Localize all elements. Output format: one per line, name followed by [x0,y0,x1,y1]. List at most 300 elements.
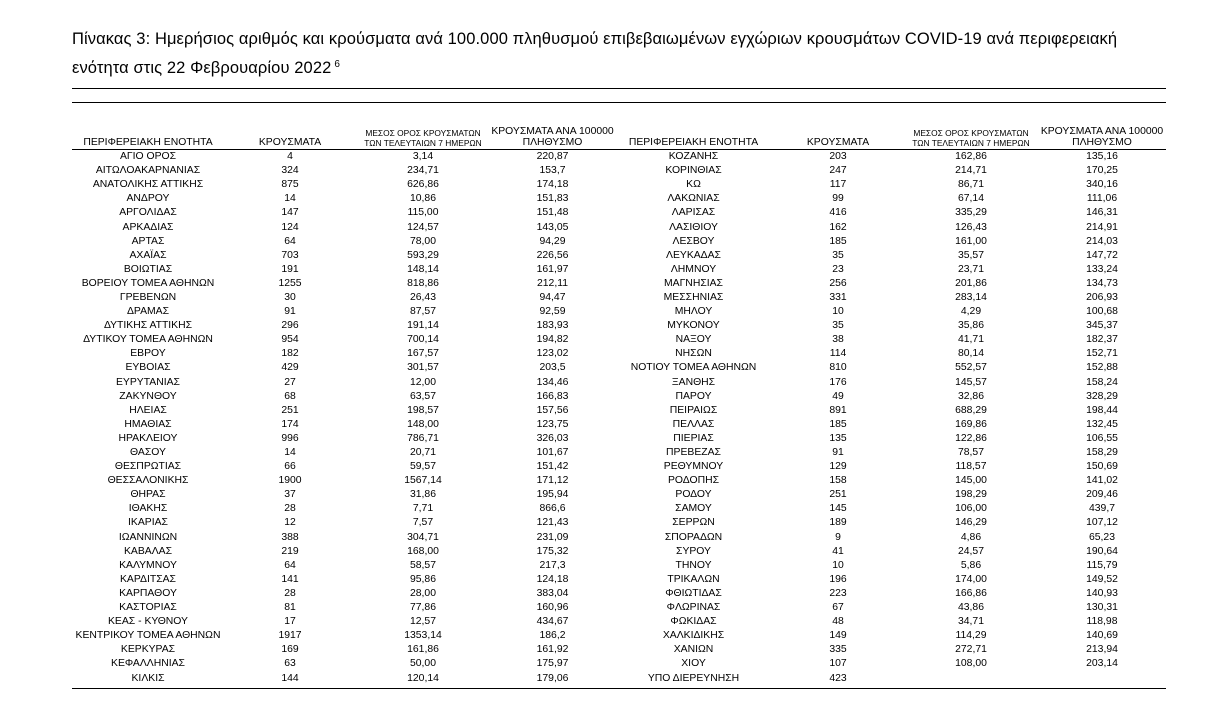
region-cell-right: ΡΟΔΟΠΗΣ [667,475,720,487]
region-cell-right: ΤΗΝΟΥ [675,559,712,571]
cases-cell-right: 67 [832,602,844,614]
region-cell-left: ΑΙΤΩΛΟΑΚΑΡΝΑΝΙΑΣ [95,165,201,177]
per100k-cell-right [1038,671,1166,685]
cases-cell-right: 162 [829,221,847,233]
cases-cell-right: 48 [832,616,844,628]
avg7-cell-right: 688,29 [955,404,987,416]
table-row [72,657,1166,671]
region-cell-left: ΗΛΕΙΑΣ [129,404,167,416]
cases-cell-right: 185 [829,235,847,247]
region-cell-left: ΑΓΙΟ ΟΡΟΣ [119,151,177,163]
cases-cell-left: 37 [284,489,296,501]
cases-cell-left: 4 [287,151,293,163]
per100k-cell-right: 130,31 [1086,602,1118,614]
table-row [72,361,1166,375]
per100k-cell-right: 328,29 [1086,390,1118,402]
per100k-cell-right: 65,23 [1088,531,1115,543]
cases-cell-left: 1917 [278,630,302,642]
table-row [72,516,1166,530]
avg7-cell-right: 198,29 [955,489,987,501]
table-row [72,178,1166,192]
per100k-cell-right: 115,79 [1086,559,1118,571]
covid-cases-table [72,126,1166,686]
avg7-cell-left: 148,14 [407,263,439,275]
table-row [72,390,1166,404]
header-cases-right: ΚΡΟΥΣΜΑΤΑ [772,126,904,150]
cases-cell-left: 141 [281,573,299,585]
avg7-cell-left: 31,86 [409,489,436,501]
region-cell-left: ΚΑΡΔΙΤΣΑΣ [120,573,176,585]
region-cell-right: ΧΑΛΚΙΔΙΚΗΣ [662,630,725,642]
region-cell-right: ΠΡΕΒΕΖΑΣ [666,447,721,459]
region-cell-right: ΠΕΙΡΑΙΩΣ [669,404,718,416]
region-cell-left: ΘΕΣΠΡΩΤΙΑΣ [114,461,182,473]
avg7-cell-right: 272,71 [955,644,987,656]
region-cell-left: ΑΡΚΑΔΙΑΣ [122,221,174,233]
cases-cell-left: 182 [281,348,299,360]
region-cell-left: ΑΧΑΪΑΣ [129,249,167,261]
region-cell-right: ΠΙΕΡΙΑΣ [673,432,714,444]
header-avg7-left: ΜΕΣΟΣ ΟΡΟΣ ΚΡΟΥΣΜΑΤΩΝ ΤΩΝ ΤΕΛΕΥΤΑΙΩΝ 7 ΗΜΕΡΩΝ [356,126,490,150]
region-cell-left: ΙΩΑΝΝΙΝΩΝ [118,531,178,543]
region-cell-right: ΣΑΜΟΥ [675,503,712,515]
per100k-cell-right: 147,72 [1086,249,1118,261]
per100k-cell-right: 118,98 [1086,616,1118,628]
avg7-cell-right: 145,00 [955,475,987,487]
avg7-cell-left: 12,00 [409,376,436,388]
cases-cell-right: 416 [829,207,847,219]
per100k-cell-left: 175,97 [536,658,569,670]
region-cell-left: ΕΒΡΟΥ [130,348,166,360]
per100k-cell-left: 161,97 [536,263,569,275]
avg7-cell-left: 198,57 [407,404,439,416]
per100k-cell-left: 101,67 [536,447,569,459]
table-row [72,545,1166,559]
region-cell-right: ΚΩ [686,179,701,191]
cases-cell-right: 9 [835,531,841,543]
avg7-cell-right: 145,57 [955,376,987,388]
avg7-cell-left: 7,57 [412,517,434,529]
avg7-cell-left: 10,86 [409,193,436,205]
region-cell-right: ΜΕΣΣΗΝΙΑΣ [663,291,724,303]
avg7-cell-left: 20,71 [409,447,436,459]
per100k-cell-right: 149,52 [1086,573,1118,585]
avg7-cell-left: 191,14 [407,320,439,332]
region-cell-right: ΠΕΛΛΑΣ [672,418,715,430]
header-per100k-right: ΚΡΟΥΣΜΑΤΑ ΑΝΑ 100000 ΠΛΗΘΥΣΜΟ [1038,126,1166,150]
cases-cell-left: 144 [281,672,299,684]
cases-cell-right: 114 [829,348,847,360]
table-row [72,206,1166,220]
avg7-cell-right: 169,86 [955,418,987,430]
avg7-cell-left: 626,86 [407,179,439,191]
per100k-cell-left: 134,46 [536,376,569,388]
region-cell-left: ΚΕΑΣ - ΚΥΘΝΟΥ [108,616,188,628]
avg7-cell-left: 818,86 [407,277,439,289]
cases-cell-left: 388 [281,531,299,543]
avg7-cell-right: 122,86 [955,432,987,444]
per100k-cell-left: 94,29 [539,235,566,247]
avg7-cell-left: 50,00 [409,658,436,670]
table-row [72,559,1166,573]
avg7-cell-right: 32,86 [957,390,984,402]
cases-cell-right: 10 [832,559,844,571]
per100k-cell-left: 186,2 [539,630,566,642]
cases-cell-right: 35 [832,320,844,332]
cases-cell-left: 251 [281,404,299,416]
avg7-cell-right: 118,57 [955,461,987,473]
table-row [72,587,1166,601]
region-cell-left: ΑΝΔΡΟΥ [126,193,170,205]
cases-cell-right: 107 [829,658,847,670]
region-cell-left: ΔΥΤΙΚΟΥ ΤΟΜΕΑ ΑΘΗΝΩΝ [83,334,213,346]
cases-cell-left: 64 [284,559,296,571]
region-cell-left: ΚΑΡΠΑΘΟΥ [119,587,177,599]
cases-cell-left: 954 [281,334,299,346]
cases-cell-right: 810 [829,362,847,374]
per100k-cell-right: 345,37 [1086,320,1118,332]
avg7-cell-left: 77,86 [409,602,436,614]
region-cell-left: ΑΡΤΑΣ [131,235,165,247]
per100k-cell-right: 150,69 [1086,461,1118,473]
cases-cell-right: 247 [829,165,847,177]
avg7-cell-left: 161,86 [407,644,439,656]
avg7-cell-left: 63,57 [409,390,436,402]
table-row [72,446,1166,460]
table-body [72,150,1166,686]
region-cell-right: ΝΗΣΩΝ [675,348,712,360]
region-cell-right: ΦΛΩΡΙΝΑΣ [666,602,721,614]
avg7-cell-left: 115,00 [407,207,439,219]
per100k-cell-left: 151,83 [536,193,569,205]
region-cell-right: ΜΗΛΟΥ [674,306,713,318]
per100k-cell-left: 171,12 [536,475,569,487]
per100k-cell-left: 383,04 [536,587,569,599]
cases-cell-right: 158 [829,475,847,487]
per100k-cell-right: 214,03 [1086,235,1118,247]
cases-cell-left: 14 [284,193,296,205]
per100k-cell-left: 174,18 [536,179,569,191]
cases-cell-left: 1900 [278,475,302,487]
avg7-cell-left: 1353,14 [404,630,442,642]
avg7-cell-left: 1567,14 [404,475,442,487]
per100k-cell-left: 195,94 [536,489,569,501]
avg7-cell-right: 166,86 [955,587,987,599]
table-row [72,220,1166,234]
per100k-cell-left: 866,6 [539,503,566,515]
table-row [72,150,1166,165]
avg7-cell-right: 5,86 [960,559,982,571]
region-cell-left: ΚΕΝΤΡΙΚΟΥ ΤΟΜΕΑ ΑΘΗΝΩΝ [75,630,221,642]
region-cell-left: ΑΝΑΤΟΛΙΚΗΣ ΑΤΤΙΚΗΣ [92,179,204,191]
region-cell-left: ΘΕΣΣΑΛΟΝΙΚΗΣ [107,475,189,487]
header-region-right: ΠΕΡΙΦΕΡΕΙΑΚΗ ΕΝΟΤΗΤΑ [615,126,772,150]
avg7-cell-left: 26,43 [409,291,436,303]
cases-cell-left: 324 [281,165,299,177]
region-cell-left: ΓΡΕΒΕΝΩΝ [119,291,177,303]
cases-cell-left: 169 [281,644,299,656]
per100k-cell-left: 175,32 [536,545,569,557]
cases-cell-right: 196 [829,573,847,585]
cases-cell-left: 296 [281,320,299,332]
region-cell-right: ΣΠΟΡΑΔΩΝ [664,531,723,543]
cases-cell-right: 117 [829,179,847,191]
avg7-cell-right: 114,29 [955,630,987,642]
avg7-cell-left: 87,57 [409,306,436,318]
region-cell-left: ΔΡΑΜΑΣ [126,306,170,318]
cases-cell-right: 35 [832,249,844,261]
table-row [72,319,1166,333]
region-cell-right: ΚΟΖΑΝΗΣ [668,151,719,163]
cases-cell-right: 99 [832,193,844,205]
cases-cell-right: 189 [829,517,847,529]
per100k-cell-right: 152,71 [1086,348,1118,360]
per100k-cell-right: 190,64 [1086,545,1118,557]
region-cell-right: ΝΟΤΙΟΥ ΤΟΜΕΑ ΑΘΗΝΩΝ [630,362,757,374]
cases-cell-right: 23 [832,263,844,275]
cases-cell-left: 28 [284,587,296,599]
per100k-cell-right: 134,73 [1086,277,1118,289]
cases-cell-left: 191 [281,263,299,275]
cases-cell-left: 64 [284,235,296,247]
per100k-cell-right: 198,44 [1086,404,1118,416]
per100k-cell-left: 161,92 [536,644,569,656]
cases-cell-left: 14 [284,447,296,459]
avg7-cell-left: 234,71 [407,165,439,177]
table-row [72,601,1166,615]
region-cell-left: ΕΥΒΟΙΑΣ [125,362,171,374]
table-row [72,291,1166,305]
region-cell-left: ΚΙΛΚΙΣ [131,672,165,684]
table-row [72,164,1166,178]
cases-cell-right: 185 [829,418,847,430]
avg7-cell-right: 4,86 [960,531,982,543]
region-cell-right: ΠΑΡΟΥ [675,390,712,402]
table-header [72,126,1166,150]
avg7-cell-right: 23,71 [957,263,984,275]
avg7-cell-right: 552,57 [955,362,987,374]
cases-cell-right: 38 [832,334,844,346]
cases-cell-right: 331 [829,291,847,303]
per100k-cell-right: 135,16 [1086,151,1118,163]
table-row [72,376,1166,390]
avg7-cell-right: 146,29 [955,517,987,529]
avg7-cell-left: 593,29 [407,249,439,261]
per100k-cell-right: 107,12 [1086,517,1118,529]
table-title-text: Πίνακας 3: Ημερήσιος αριθμός και κρούσματα ανά 100.000 πληθυσμού επιβεβαιωμένων εγχώριων κρουσμάτων COVID-19 ανά περιφερειακή ενότητα στις 22 Φεβρουαρίου 2022 [72,30,1118,77]
avg7-cell-left: 28,00 [409,587,436,599]
cases-cell-left: 81 [284,602,296,614]
per100k-cell-right: 106,55 [1086,432,1118,444]
region-cell-right: ΧΙΟΥ [681,658,706,670]
avg7-cell-right: 80,14 [957,348,984,360]
per100k-cell-right: 206,93 [1086,291,1118,303]
cases-cell-right: 10 [832,306,844,318]
cases-cell-left: 429 [281,362,299,374]
table-row [72,671,1166,685]
per100k-cell-left: 153,7 [539,165,566,177]
per100k-cell-left: 220,87 [536,151,569,163]
avg7-cell-left: 78,00 [409,235,436,247]
region-cell-right: ΞΑΝΘΗΣ [671,376,716,388]
cases-cell-left: 174 [281,418,299,430]
header-avg7-right: ΜΕΣΟΣ ΟΡΟΣ ΚΡΟΥΣΜΑΤΩΝ ΤΩΝ ΤΕΛΕΥΤΑΙΩΝ 7 ΗΜΕΡΩΝ [904,126,1038,150]
region-cell-right: ΚΟΡΙΝΘΙΑΣ [665,165,722,177]
table-row [72,263,1166,277]
region-cell-right: ΝΑΞΟΥ [675,334,712,346]
per100k-cell-left: 157,56 [536,404,569,416]
avg7-cell-right: 214,71 [955,165,987,177]
region-cell-left: ΗΜΑΘΙΑΣ [124,418,172,430]
region-cell-right: ΦΩΚΙΔΑΣ [670,616,717,628]
avg7-cell-left: 167,57 [407,348,439,360]
region-cell-right: ΛΑΚΩΝΙΑΣ [667,193,720,205]
top-rule-2 [72,102,1166,103]
region-cell-left: ΚΑΣΤΟΡΙΑΣ [119,602,177,614]
region-cell-left: ΒΟΡΕΙΟΥ ΤΟΜΕΑ ΑΘΗΝΩΝ [81,277,215,289]
per100k-cell-right: 213,94 [1086,644,1118,656]
per100k-cell-left: 94,47 [539,291,566,303]
avg7-cell-left: 148,00 [407,418,439,430]
per100k-cell-right: 140,69 [1086,630,1118,642]
per100k-cell-right: 152,88 [1086,362,1118,374]
region-cell-left: ΚΕΦΑΛΛΗΝΙΑΣ [111,658,185,670]
avg7-cell-right: 106,00 [955,503,987,515]
region-cell-left: ΘΗΡΑΣ [130,489,166,501]
avg7-cell-right [904,671,1038,685]
region-cell-right: ΦΘΙΩΤΙΔΑΣ [665,587,722,599]
header-region-left: ΠΕΡΙΦΕΡΕΙΑΚΗ ΕΝΟΤΗΤΑ [72,126,224,150]
cases-cell-left: 996 [281,432,299,444]
per100k-cell-right: 340,16 [1086,179,1118,191]
avg7-cell-right: 335,29 [955,207,987,219]
cases-cell-right: 891 [829,404,847,416]
table-row [72,404,1166,418]
header-cases-left: ΚΡΟΥΣΜΑΤΑ [224,126,356,150]
per100k-cell-left: 326,03 [536,432,569,444]
avg7-cell-left: 168,00 [407,545,439,557]
avg7-cell-right: 283,14 [955,291,987,303]
avg7-cell-right: 201,86 [955,277,987,289]
cases-cell-right: 176 [829,376,847,388]
cases-cell-left: 30 [284,291,296,303]
region-cell-right: ΜΑΓΝΗΣΙΑΣ [664,277,723,289]
region-cell-right: ΡΟΔΟΥ [675,489,712,501]
region-cell-left: ΚΑΒΑΛΑΣ [123,545,173,557]
avg7-cell-right: 35,57 [957,249,984,261]
table-row [72,192,1166,206]
cases-cell-right: 135 [829,432,847,444]
avg7-cell-right: 35,86 [957,320,984,332]
per100k-cell-right: 158,24 [1086,376,1118,388]
cases-cell-left: 875 [281,179,299,191]
avg7-cell-left: 59,57 [409,461,436,473]
per100k-cell-left: 123,02 [536,348,569,360]
table-title [72,27,1172,81]
cases-cell-left: 63 [284,658,296,670]
cases-cell-left: 17 [284,616,296,628]
avg7-cell-right: 108,00 [955,658,987,670]
region-cell-right: ΛΑΣΙΘΙΟΥ [669,221,718,233]
per100k-cell-left: 231,09 [536,531,569,543]
cases-cell-left: 1255 [278,277,302,289]
avg7-cell-right: 161,00 [955,235,987,247]
avg7-cell-left: 58,57 [409,559,436,571]
avg7-cell-right: 174,00 [955,573,987,585]
avg7-cell-right: 78,57 [957,447,984,459]
avg7-cell-left: 124,57 [407,221,439,233]
region-cell-right: ΤΡΙΚΑΛΩΝ [667,573,720,585]
cases-cell-left: 91 [284,306,296,318]
cases-cell-left: 66 [284,461,296,473]
per100k-cell-right: 111,06 [1086,193,1118,205]
per100k-cell-right: 140,93 [1086,587,1118,599]
avg7-cell-left: 7,71 [412,503,434,515]
region-cell-right: ΜΥΚΟΝΟΥ [667,320,720,332]
cases-cell-right: 423 [829,672,847,684]
region-cell-left: ΙΘΑΚΗΣ [128,503,168,515]
per100k-cell-right: 170,25 [1086,165,1118,177]
cases-cell-left: 28 [284,503,296,515]
table-row [72,643,1166,657]
region-cell-left: ΘΑΣΟΥ [130,447,166,459]
per100k-cell-left: 151,42 [536,461,569,473]
per100k-cell-left: 151,48 [536,207,569,219]
table-row [72,474,1166,488]
region-cell-right: ΥΠΟ ΔΙΕΡΕΥΝΗΣΗ [647,672,740,684]
cases-cell-left: 12 [284,517,296,529]
avg7-cell-right: 43,86 [957,602,984,614]
cases-cell-left: 68 [284,390,296,402]
per100k-cell-left: 194,82 [536,334,569,346]
per100k-cell-left: 92,59 [539,306,566,318]
per100k-cell-right: 132,45 [1086,418,1118,430]
cases-cell-left: 219 [281,545,299,557]
per100k-cell-right: 439,7 [1088,503,1115,515]
per100k-cell-left: 179,06 [536,672,569,684]
cases-cell-left: 124 [281,221,299,233]
per100k-cell-right: 203,14 [1086,658,1118,670]
table-row [72,573,1166,587]
table-row [72,615,1166,629]
cases-cell-left: 703 [281,249,299,261]
cases-cell-right: 256 [829,277,847,289]
region-cell-right: ΛΑΡΙΣΑΣ [671,207,716,219]
avg7-cell-right: 86,71 [957,179,984,191]
avg7-cell-right: 24,57 [957,545,984,557]
header-per100k-left: ΚΡΟΥΣΜΑΤΑ ΑΝΑ 100000 ΠΛΗΘΥΣΜΟ [491,126,614,148]
table-row [72,305,1166,319]
region-cell-right: ΧΑΝΙΩΝ [673,644,714,656]
region-cell-left: ΑΡΓΟΛΙΔΑΣ [119,207,177,219]
region-cell-left: ΚΕΡΚΥΡΑΣ [120,644,176,656]
avg7-cell-right: 162,86 [955,151,987,163]
per100k-cell-left: 121,43 [536,517,569,529]
cases-cell-right: 145 [829,503,847,515]
cases-cell-right: 251 [829,489,847,501]
cases-cell-right: 49 [832,390,844,402]
per100k-cell-left: 160,96 [536,602,569,614]
region-cell-left: ΚΑΛΥΜΝΟΥ [119,559,177,571]
avg7-cell-left: 301,57 [407,362,439,374]
region-cell-right: ΛΗΜΝΟΥ [670,263,717,275]
per100k-cell-left: 434,67 [536,616,569,628]
table-row [72,333,1166,347]
avg7-cell-left: 786,71 [407,432,439,444]
table-row [72,502,1166,516]
avg7-cell-left: 3,14 [412,151,434,163]
cases-cell-left: 147 [281,207,299,219]
